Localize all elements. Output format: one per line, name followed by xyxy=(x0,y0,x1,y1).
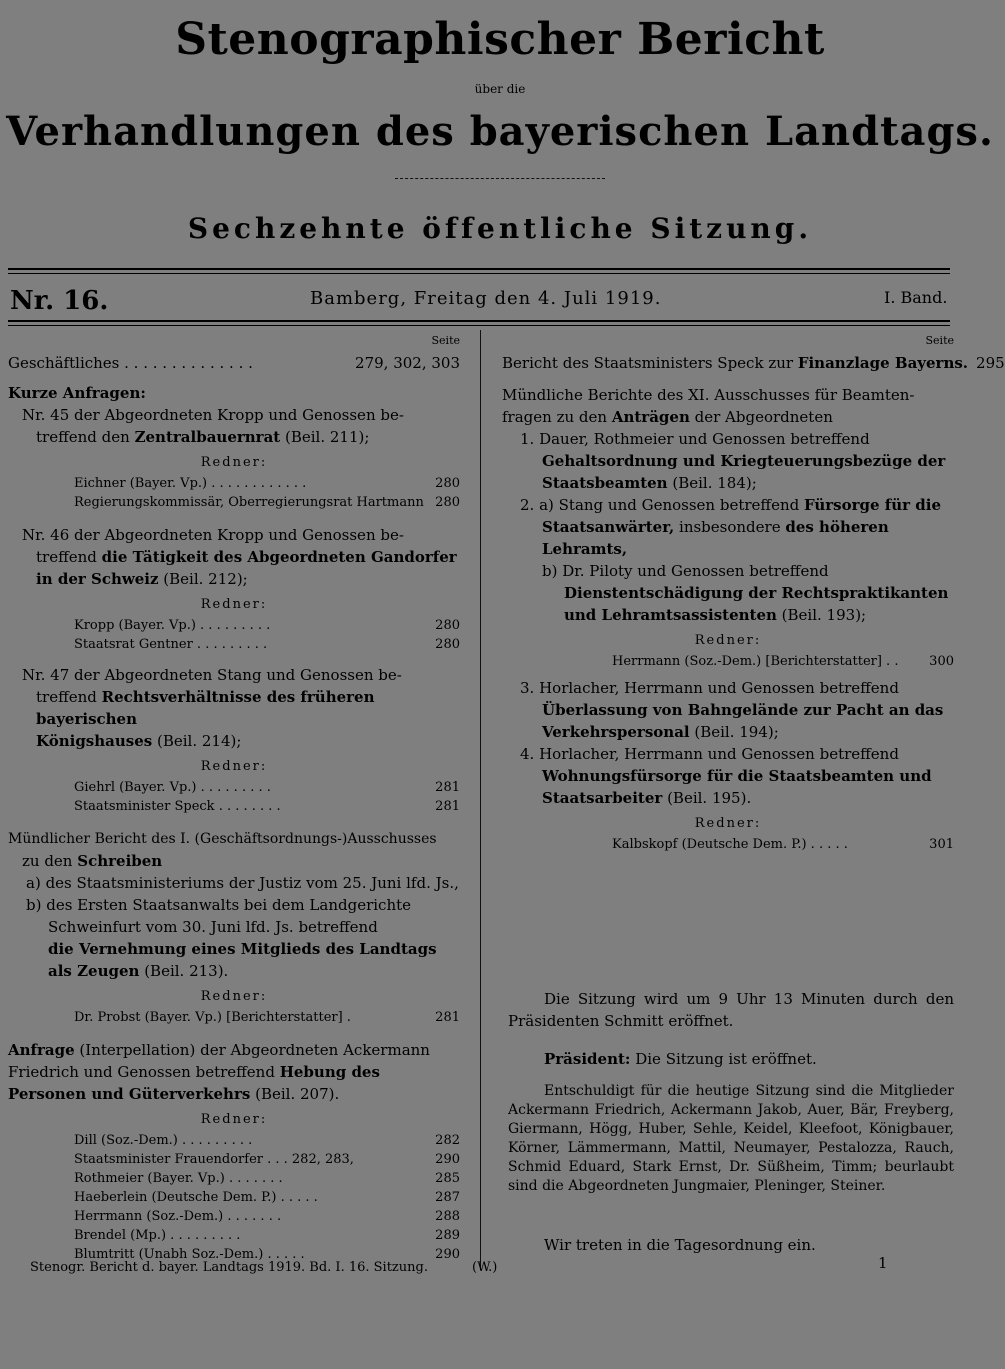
speaker-entry: Haeberlein (Deutsche Dem. P.) . . . . . 287 xyxy=(74,1190,460,1205)
question-47-cont2: Königshauses (Beil. 214); xyxy=(36,732,242,750)
speaker-entry: Giehrl (Bayer. Vp.) . . . . . . . . . 281 xyxy=(74,780,460,795)
muendlicher-bericht-cont: zu den Schreiben xyxy=(22,852,163,870)
item-3: 3. Horlacher, Herrmann und Genossen betreffend Überlassung von Bahngelände zur Pacht an das Verkehrspersonal (Beil. 194); xyxy=(520,679,944,741)
place-date: Bamberg, Freitag den 4. Juli 1919. xyxy=(310,288,662,309)
item-1: 1. Dauer, Rothmeier und Genossen betreffend Gehaltsordnung und Kriegteuerungsbezüge der Staatsbeamten (Beil. 184); xyxy=(520,430,946,492)
speaker-entry: Dr. Probst (Bayer. Vp.) [Berichterstatter] . 281 xyxy=(74,1010,460,1025)
speaker-entry: Blumtritt (Unabh Soz.-Dem.) . . . . . 290 xyxy=(74,1247,460,1262)
muend-item-a: a) des Staatsministeriums der Justiz vom 25. Juni lfd. Js., xyxy=(26,874,459,892)
speaker-list xyxy=(502,835,954,854)
speaker-list xyxy=(8,474,460,512)
left-column xyxy=(8,330,460,1264)
redner-label: Redner: xyxy=(694,633,762,648)
speaker-entry: Rothmeier (Bayer. Vp.) . . . . . . . 285 xyxy=(74,1171,460,1186)
item-4: 4. Horlacher, Herrmann und Genossen betreffend Wohnungsfürsorge für die Staatsbeamten und Staatsarbeiter (Beil. 195). xyxy=(520,745,932,807)
agenda-text: Wir treten in die Tagesordnung ein. xyxy=(544,1236,816,1254)
redner-label: Redner: xyxy=(694,816,762,831)
right-column xyxy=(502,330,1005,854)
redner-label: Redner: xyxy=(200,759,268,774)
footer-note: Stenogr. Bericht d. bayer. Landtags 1919. Bd. I. 16. Sitzung. xyxy=(30,1260,428,1275)
speaker-entry: Brendel (Mp.) . . . . . . . . . 289 xyxy=(74,1228,460,1243)
page-number: 1 xyxy=(878,1254,888,1272)
speaker-list xyxy=(8,616,460,654)
issue-number: Nr. 16. xyxy=(10,286,109,316)
speaker-list xyxy=(8,778,460,816)
rule-bottom-thin xyxy=(8,325,950,326)
seite-label: Seite xyxy=(431,334,460,347)
question-46-cont: treffend die Tätigkeit des Abgeordneten Gandorfer xyxy=(36,548,457,566)
question-47: Nr. 47 der Abgeordneten Stang und Genossen be- xyxy=(22,666,402,684)
toc-entry xyxy=(502,352,1005,374)
session-title: Sechzehnte öffentliche Sitzung. xyxy=(187,212,813,245)
speaker-list xyxy=(8,1008,460,1027)
speaker-entry: Kalbskopf (Deutsche Dem. P.) . . . . . 301 xyxy=(612,837,954,852)
speaker-entry: Staatsminister Frauendorfer . . . 282, 283, 290 xyxy=(74,1152,460,1167)
volume: I. Band. xyxy=(884,288,948,307)
rule-top-thin xyxy=(8,273,950,274)
muendlicher-bericht: Mündlicher Bericht des I. (Geschäftsordnungs-)Ausschusses xyxy=(8,831,437,847)
question-47-cont: treffend Rechtsverhältnisse des früheren bayerischen xyxy=(36,688,375,728)
toc-label: Geschäftliches . . . . . . . . . . . . . . xyxy=(8,354,253,372)
speaker-entry: Dill (Soz.-Dem.) . . . . . . . . . 282 xyxy=(74,1133,460,1148)
speaker-list xyxy=(502,652,954,671)
muend-item-b: b) des Ersten Staatsanwalts bei dem Landgerichte Schweinfurt vom 30. Juni lfd. Js. betreffend xyxy=(26,896,412,936)
question-45-cont: treffend den Zentralbauernrat (Beil. 211); xyxy=(36,428,370,446)
opening-text: Die Sitzung wird um 9 Uhr 13 Minuten durch den Präsidenten Schmitt eröffnet. xyxy=(508,990,954,1030)
speaker-entry: Eichner (Bayer. Vp.) . . . . . . . . . . . . 280 xyxy=(74,476,460,491)
redner-label: Redner: xyxy=(200,597,268,612)
muend-item-b-cont: die Vernehmung eines Mitglieds des Landtags als Zeugen (Beil. 213). xyxy=(48,940,437,980)
speaker-entry: Herrmann (Soz.-Dem.) [Berichterstatter] . . 300 xyxy=(612,654,954,669)
section-heading: Kurze Anfragen: xyxy=(8,384,146,402)
question-45: Nr. 45 der Abgeordneten Kropp und Genossen be- xyxy=(22,406,404,424)
rule-top xyxy=(8,268,950,270)
speaker-entry: Regierungskommissär, Oberregierungsrat Hartmann 280 xyxy=(74,495,460,510)
column-divider xyxy=(480,330,481,1270)
toc-entry xyxy=(8,352,460,374)
toc-label: Bericht des Staatsministers Speck zur Finanzlage Bayerns. xyxy=(502,354,969,372)
rule-bottom xyxy=(8,320,950,322)
speaker-entry: Kropp (Bayer. Vp.) . . . . . . . . . 280 xyxy=(74,618,460,633)
anfrage: Anfrage (Interpellation) der Abgeordneten Ackermann Friedrich und Genossen betreffend Hebung des Personen und Güterverkehrs (Beil. 207). xyxy=(8,1041,430,1103)
speaker-entry: Staatsminister Speck . . . . . . . . 281 xyxy=(74,799,460,814)
footer-w: (W.) xyxy=(472,1260,498,1275)
item-2a: 2. a) Stang und Genossen betreffend Fürsorge für die Staatsanwärter, insbesondere des höheren Lehramts, xyxy=(520,496,941,558)
toc-pages: 279, 302, 303 xyxy=(355,354,460,372)
report-title: Stenographischer Bericht xyxy=(175,14,825,65)
muendliche-berichte: Mündliche Berichte des XI. Ausschusses für Beamten-fragen zu den Anträgen der Abgeordneten xyxy=(502,386,915,426)
seite-label: Seite xyxy=(925,334,954,347)
speaker-entry: Staatsrat Gentner . . . . . . . . . 280 xyxy=(74,637,460,652)
question-46-cont2: in der Schweiz (Beil. 212); xyxy=(36,570,248,588)
redner-label: Redner: xyxy=(200,989,268,1004)
ueber-die: über die xyxy=(474,82,526,96)
excused-members: Entschuldigt für die heutige Sitzung sind die Mitglieder Ackermann Friedrich, Ackermann Jakob, Auer, Bär, Freyberg, Giermann, Högg, Huber, Sehle, Keidel, Kleefoot, Königbauer, Körner, Lämmermann, Mattil, Neumayer, Pestalozza, Rauch, Schmid Eduard, Stark Ernst, Dr. Süßheim, Timm; beurlaubt sind die Abgeordneten Jungmaier, Pleninger, Steiner. xyxy=(508,1083,954,1194)
header-divider xyxy=(395,178,605,181)
item-2b: b) Dr. Piloty und Genossen betreffend Dienstentschädigung der Rechtspraktikanten und Lehramtsassistenten (Beil. 193); xyxy=(542,562,949,624)
toc-pages: 295 xyxy=(976,354,1005,372)
speaker-list xyxy=(8,1131,460,1264)
question-46: Nr. 46 der Abgeordneten Kropp und Genossen be- xyxy=(22,526,404,544)
speaker-entry: Herrmann (Soz.-Dem.) . . . . . . . 288 xyxy=(74,1209,460,1224)
redner-label: Redner: xyxy=(200,1112,268,1127)
president-statement: Präsident: Die Sitzung ist eröffnet. xyxy=(544,1050,817,1068)
redner-label: Redner: xyxy=(200,455,268,470)
report-subtitle: Verhandlungen des bayerischen Landtags. xyxy=(6,108,994,155)
